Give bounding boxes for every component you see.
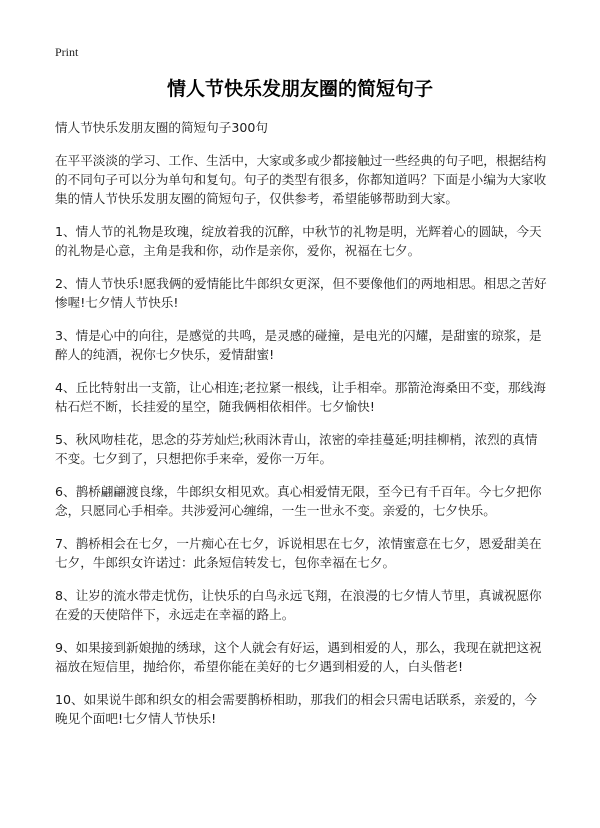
article-subtitle: 情人节快乐发朋友圈的简短句子300句 [55, 120, 268, 135]
article-body [55, 118, 547, 742]
list-item: 9、如果接到新娘抛的绣球，这个人就会有好运，遇到相爱的人，那么，我现在就把这祝福放在短信里，抛给你，希望你能在美好的七夕遇到相爱的人，白头偕老! [55, 640, 542, 674]
list-item: 2、情人节快乐!愿我俩的爱情能比牛郎织女更深，但不要像他们的两地相思。相思之苦好惨喔!七夕情人节快乐! [55, 276, 547, 310]
list-item: 7、鹊桥相会在七夕，一片痴心在七夕，诉说相思在七夕，浓情蜜意在七夕，恩爱甜美在七夕，牛郎织女许诺过：此条短信转发七，包你幸福在七夕。 [55, 536, 542, 570]
print-link[interactable]: Print [55, 45, 79, 59]
page-title: 情人节快乐发朋友圈的简短句子 [166, 78, 433, 100]
list-item: 8、让岁的流水带走忧伤，让快乐的白鸟永远飞翔，在浪漫的七夕情人节里，真诚祝愿你在爱的天使陪伴下，永远走在幸福的路上。 [55, 588, 542, 622]
list-item: 3、情是心中的向往，是感觉的共鸣，是灵感的碰撞，是电光的闪耀，是甜蜜的琼浆，是醉人的纯酒，祝你七夕快乐，爱情甜蜜! [55, 328, 542, 362]
list-item: 4、丘比特射出一支箭，让心相连;老拉紧一根线，让手相牵。那箭沧海桑田不变，那线海枯石烂不断，长挂爱的星空，随我俩相依相伴。七夕愉快! [55, 380, 546, 414]
list-item: 5、秋风吻桂花，思念的芬芳灿烂;秋雨沐青山，浓密的牵挂蔓延;明挂柳梢，浓烈的真情不变。七夕到了，只想把你手来牵，爱你一万年。 [55, 432, 538, 466]
list-item: 1、情人节的礼物是玫瑰，绽放着我的沉醉，中秋节的礼物是明，光辉着心的圆缺，今天的礼物是心意，主角是我和你，动作是亲你，爱你，祝福在七夕。 [55, 224, 542, 258]
intro-paragraph: 在平平淡淡的学习、工作、生活中，大家或多或少都接触过一些经典的句子吧，根据结构的不同句子可以分为单句和复句。句子的类型有很多，你都知道吗？下面是小编为大家收集的情人节快乐发朋友圈的简短句子，仅供参考，希望能够帮助到大家。 [55, 153, 547, 206]
list-item: 10、如果说牛郎和织女的相会需要鹊桥相助，那我们的相会只需电话联系，亲爱的，今晚见个面吧!七夕情人节快乐! [55, 692, 537, 726]
list-item: 6、鹊桥翩翩渡良缘，牛郎织女相见欢。真心相爱情无限，至今已有千百年。今七夕把你念，只愿同心手相牵。共涉爱河心缠绵，一生一世永不变。亲爱的，七夕快乐。 [55, 484, 542, 518]
